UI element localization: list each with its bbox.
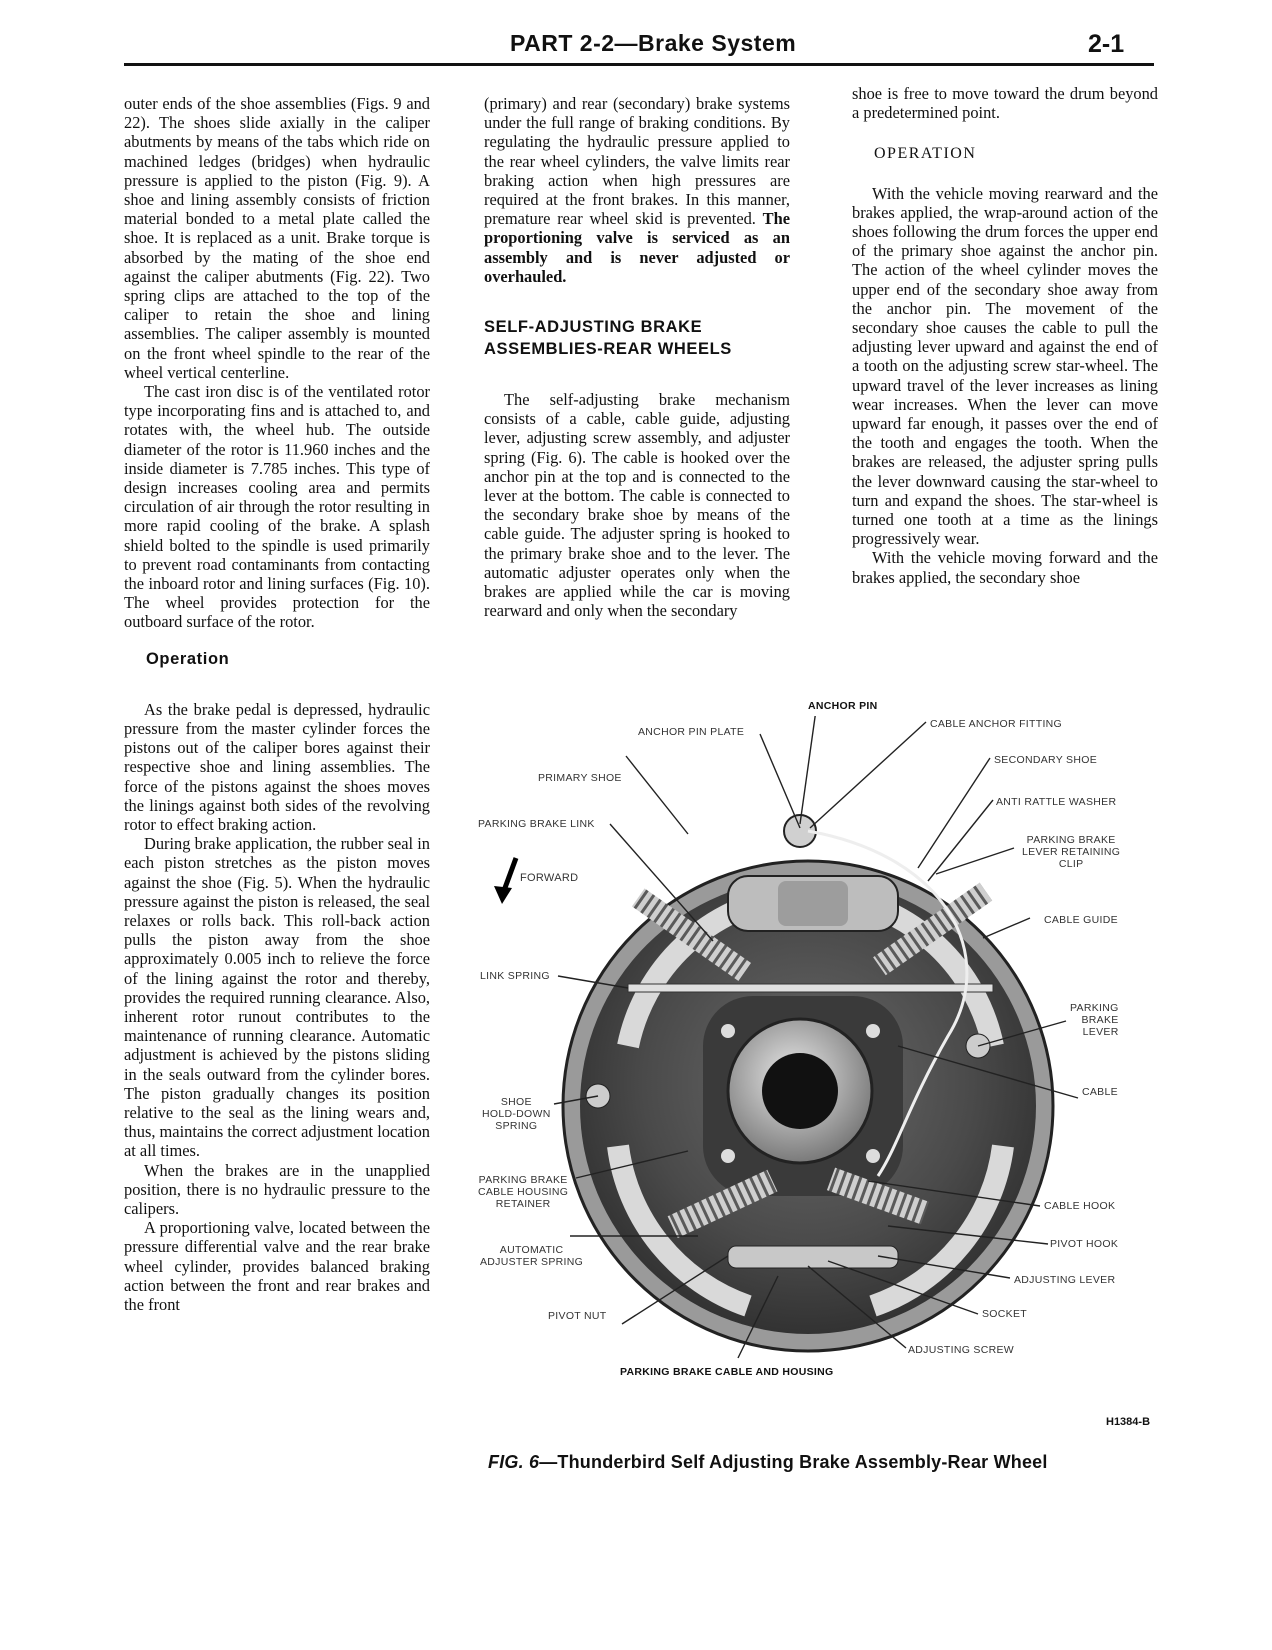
header-rule bbox=[124, 63, 1154, 66]
heading-line: ASSEMBLIES-REAR WHEELS bbox=[484, 340, 732, 359]
label-shoe-hold-down-spring: SHOE HOLD-DOWN SPRING bbox=[482, 1096, 551, 1132]
label-parking-brake-lever: PARKING BRAKE LEVER bbox=[1070, 1002, 1119, 1038]
label-automatic-adjuster-spring: AUTOMATIC ADJUSTER SPRING bbox=[480, 1244, 584, 1268]
paragraph-text: (primary) and rear (secondary) brake systems under the full range of braking conditions. By regulating the hydraulic pressure applied to the rear wheel cylinders, the valve limits rear braking action when high pressures are required at the front brakes. In this manner, premature rear wheel skid is prevented. bbox=[484, 94, 790, 229]
paragraph: The cast iron disc is of the ventilated rotor type incorporating fins and is attached to, and rotates with, the wheel hub. The outside diameter of the rotor is 11.960 inches and the inside diameter is 7.785 inches. This type of design increases cooling area and permits circulation of air through the rotor resulting in more rapid cooling of the brake. A splash shield bolted to the spindle is used primarily to prevent road contaminants from contacting the inboard rotor and lining surfaces (Fig. 10). The wheel provides protection for the outboard surface of the rotor. bbox=[124, 382, 430, 632]
label-parking-brake-cable-housing-retainer: PARKING BRAKE CABLE HOUSING RETAINER bbox=[478, 1174, 569, 1210]
text-column-3 bbox=[852, 84, 1158, 587]
label-adjusting-lever: ADJUSTING LEVER bbox=[1014, 1274, 1116, 1286]
label-cable-guide: CABLE GUIDE bbox=[1044, 914, 1118, 926]
paragraph: outer ends of the shoe assemblies (Figs. 9 and 22). The shoes slide axially in the caliper abutments by means of the tabs which ride on machined ledges (bridges) when hydraulic pressure is applied to the piston (Fig. 9). A shoe and lining assembly consists of friction material bonded to a metal plate called the shoe. It is replaced as a unit. Brake torque is absorbed by the mating of the shoe end against the caliper abutments (Fig. 22). Two spring clips are attached to the top of the caliper to retain the shoe and lining assemblies. The caliper assembly is mounted on the front wheel spindle to the rear of the wheel vertical centerline. bbox=[124, 94, 430, 382]
section-heading: OPERATION bbox=[874, 145, 977, 163]
label-cable: CABLE bbox=[1082, 1086, 1118, 1098]
label-secondary-shoe: SECONDARY SHOE bbox=[994, 754, 1098, 766]
label-cable-hook: CABLE HOOK bbox=[1044, 1200, 1116, 1212]
paragraph bbox=[484, 94, 790, 286]
figure-code: H1384-B bbox=[1106, 1416, 1151, 1428]
label-anti-rattle-washer: ANTI RATTLE WASHER bbox=[996, 796, 1117, 808]
label-anchor-pin-plate: ANCHOR PIN PLATE bbox=[638, 726, 745, 738]
label-pivot-hook: PIVOT HOOK bbox=[1050, 1238, 1119, 1250]
label-primary-shoe: PRIMARY SHOE bbox=[538, 772, 622, 784]
paragraph: With the vehicle moving rearward and the brakes applied, the wrap-around action of the shoes following the drum forces the upper end of the primary shoe against the anchor pin. The action of the wheel cylinder moves the upper end of the secondary shoe away from the anchor pin. The movement of the secondary shoe causes the cable to pull the adjusting lever upward and against the end of a tooth on the adjusting screw star-wheel. The upward travel of the lever increases as lining wear increases. When the lever can move upward far enough, it passes over the end of the tooth and engages the tooth. When the brakes are released, the adjuster spring pulls the lever downward causing the star-wheel to turn and expand the shoes. The star-wheel is turned one tooth at a time as the linings progressively wear. bbox=[852, 183, 1158, 549]
section-heading bbox=[484, 316, 790, 360]
paragraph: With the vehicle moving forward and the brakes applied, the secondary shoe bbox=[852, 548, 1158, 587]
label-adjusting-screw: ADJUSTING SCREW bbox=[908, 1344, 1015, 1356]
figure-number: FIG. 6 bbox=[488, 1452, 540, 1472]
label-forward: FORWARD bbox=[520, 872, 579, 884]
paragraph-bold-note: The proportioning valve is serviced as an assembly and is never adjusted or overhauled. bbox=[484, 209, 790, 286]
label-socket: SOCKET bbox=[982, 1308, 1027, 1320]
label-cable-anchor-fitting: CABLE ANCHOR FITTING bbox=[930, 718, 1063, 730]
label-link-spring: LINK SPRING bbox=[480, 970, 550, 982]
paragraph: A proportioning valve, located between the pressure differential valve and the rear brake wheel cylinder, provides balanced braking action between the front and rear brakes and the front bbox=[124, 1218, 430, 1314]
figure-caption bbox=[488, 1452, 1048, 1473]
brake-assembly-figure bbox=[478, 700, 1168, 1436]
section-title: PART 2-2—Brake System bbox=[510, 30, 797, 56]
text-column-2 bbox=[484, 94, 790, 620]
paragraph: The self-adjusting brake mechanism consists of a cable, cable guide, adjusting lever, adjusting screw assembly, and adjuster spring (Fig. 6). The cable is hooked over the anchor pin at the top and is connected to the lever at the bottom. The cable is connected to the secondary brake shoe by means of the cable guide. The adjuster spring is hooked to the primary brake shoe and to the lever. The automatic adjuster operates only when the brakes are applied while the car is moving rearward and only when the secondary bbox=[484, 390, 790, 621]
paragraph: shoe is free to move toward the drum beyond a predetermined point. bbox=[852, 84, 1158, 123]
figure-caption-text: —Thunderbird Self Adjusting Brake Assembly-Rear Wheel bbox=[539, 1452, 1048, 1472]
label-parking-brake-cable-and-housing: PARKING BRAKE CABLE AND HOUSING bbox=[620, 1366, 834, 1378]
section-heading: Operation bbox=[146, 649, 230, 668]
page-number: 2-1 bbox=[1088, 30, 1125, 58]
paragraph: As the brake pedal is depressed, hydraulic pressure from the master cylinder forces the pistons out of the caliper bores against their respective shoe and lining assemblies. The force of the pistons against the shoes moves the linings against both sides of the revolving rotor to effect braking action. bbox=[124, 699, 430, 834]
label-parking-brake-lever-retaining-clip: PARKING BRAKE LEVER RETAINING CLIP bbox=[1022, 834, 1121, 870]
label-anchor-pin: ANCHOR PIN bbox=[808, 700, 878, 712]
text-column-1 bbox=[124, 94, 430, 1314]
paragraph: During brake application, the rubber seal in each piston stretches as the piston moves against the shoe (Fig. 5). When the hydraulic pressure against the piston is released, the seal relaxes or rolls back. This roll-back action pulls the piston away from the shoe approximately 0.005 inch to relieve the force of the lining against the rotor and thereby, provides the required running clearance. Also, inherent rotor runout contributes to the maintenance of running clearance. Automatic adjustment is achieved by the pistons sliding in the seals outward from the cylinder bores. The piston gradually changes its position relative to the seal as the lining wears and, thus, maintains the correct adjustment location at all times. bbox=[124, 834, 430, 1161]
heading-line: SELF-ADJUSTING BRAKE bbox=[484, 318, 703, 337]
paragraph: When the brakes are in the unapplied position, there is no hydraulic pressure to the calipers. bbox=[124, 1160, 430, 1218]
label-parking-brake-link: PARKING BRAKE LINK bbox=[478, 818, 595, 830]
label-pivot-nut: PIVOT NUT bbox=[548, 1310, 607, 1322]
